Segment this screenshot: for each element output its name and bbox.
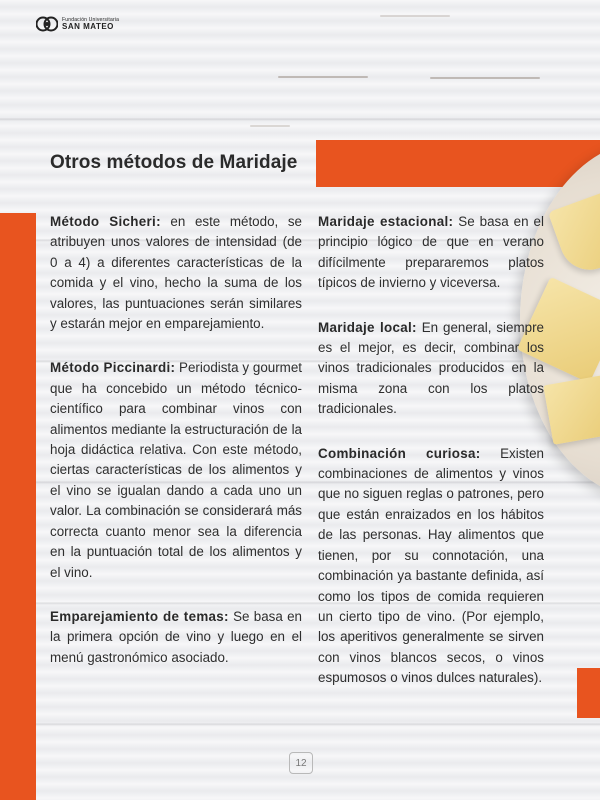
title-accent-bar (316, 140, 600, 187)
cheese-slice-image (543, 375, 600, 445)
page-title: Otros métodos de Maridaje (50, 152, 298, 173)
paragraph-term: Método Sicheri: (50, 214, 161, 229)
paragraph-text: Existen combinaciones de alimentos y vinos que no siguen reglas o patrones, pero que están enraizados en los hábitos de las personas. Hay alimentos que tienen, por su connotación, una combinación ya bastante definida, así como los tipos de comida requieren un cierto tipo de vino. (Por ejemplo, los aperitivos generalmente se sirven con vinos blancos secos, o vinos espumosos o vinos dulces naturales). (318, 445, 544, 686)
paragraph (50, 607, 302, 668)
paragraph (50, 358, 302, 582)
paragraph-text: Se basa en la primera opción de vino y luego en el menú gastronómico asociado. (50, 608, 302, 665)
logo-line-1: Fundación Universitaria (62, 16, 120, 23)
wood-crack (250, 125, 290, 127)
paragraph-term: Método Piccinardi: (50, 360, 176, 376)
university-logo (36, 15, 119, 33)
logo-line-2: SAN MATEO (62, 21, 114, 31)
right-accent-block (577, 668, 600, 718)
paragraph-term: Maridaje estacional: (318, 214, 454, 229)
paragraph (318, 212, 544, 294)
right-text-column (318, 212, 544, 713)
paragraph-text: Se basa en el principio lógico de que en verano difícilmente prepararemos platos típicos de invierno y viceversa. (318, 214, 544, 291)
wood-crack (278, 76, 368, 78)
paragraph (50, 212, 302, 334)
logo-icon (36, 15, 58, 33)
wood-crack (380, 15, 450, 17)
paragraph-text: Periodista y gourmet que ha concebido un método técnico-científico para combinar vinos con alimentos mediante la estructuración de la hoja didáctica relativa. Con este método, ciertas características de los alimentos y el vino se igualan dando a cada uno un valor. La combinación se considerará más correcta cuanto menor sea la diferencia en la puntuación total de los alimentos y el vino. (50, 360, 303, 580)
page-number: 12 (289, 752, 313, 774)
paragraph (318, 444, 544, 689)
paragraph-term: Maridaje local: (318, 319, 417, 335)
paragraph (318, 318, 544, 420)
wood-crack (430, 77, 540, 79)
paragraph-term: Emparejamiento de temas: (50, 608, 229, 624)
left-accent-bar (0, 213, 36, 800)
paragraph-text: en este método, se atribuyen unos valores de intensidad (de 0 a 4) a diferentes características de la comida y el vino, hecho la suma de los valores, las puntuaciones serán similares y estarán mejor en emparejamiento. (50, 214, 302, 332)
paragraph-term: Combinación curiosa: (318, 445, 481, 461)
paragraph-text: En general, siempre es el mejor, es decir, combinar los vinos tradicionales producidos en la misma zona con los platos tradicionales. (318, 319, 544, 417)
left-text-column (50, 212, 302, 692)
